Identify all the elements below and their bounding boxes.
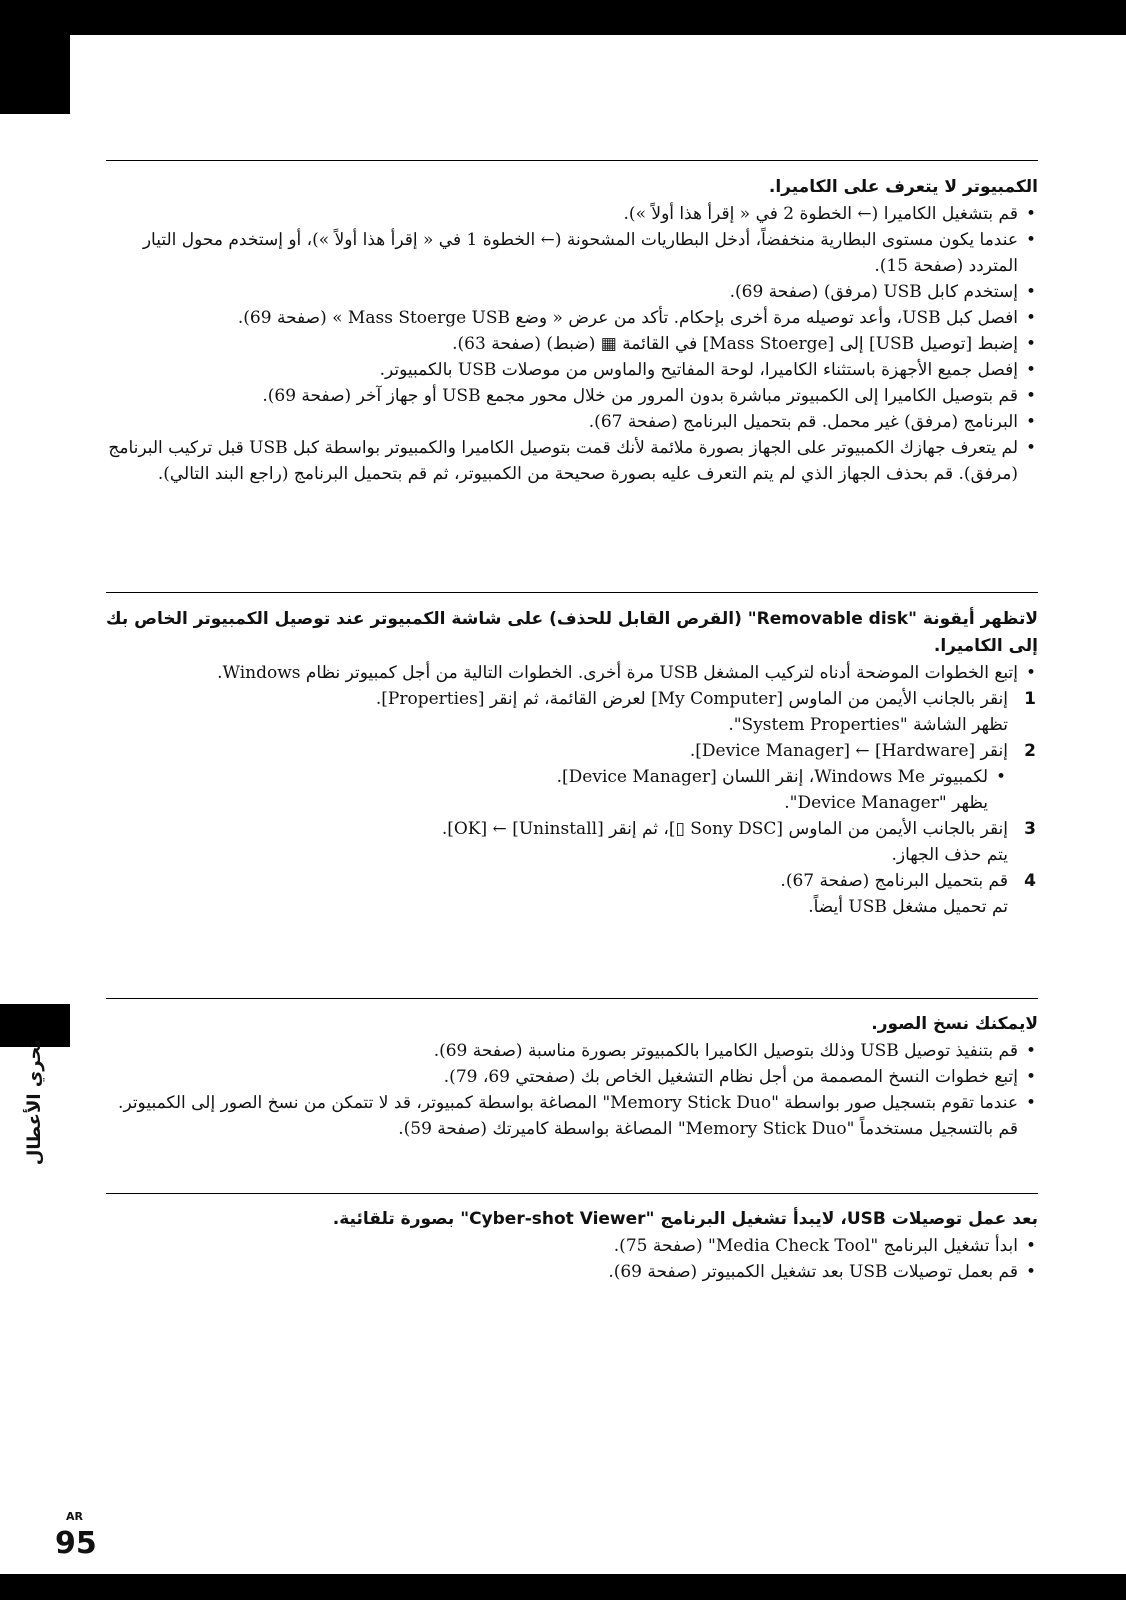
- side-tab-label: تحري الأعطال: [24, 1039, 46, 1165]
- list-item: • لم يتعرف جهازك الكمبيوتر على الجهاز بصورة ملائمة لأنك قمت بتوصيل الكاميرا والكمبيوتر بواسطة كبل USB قبل تركيب البرنامج (مرفق). قم بحذف الجهاز الذي لم يتم التعرف عليه بصورة صحيحة من الكمبيوتر، ثم قم بتحميل البرنامج (راجع البند التالي).: [106, 435, 1038, 487]
- list-item: • قم بتوصيل الكاميرا إلى الكمبيوتر مباشرة بدون المرور من خلال محور مجمع USB أو جهاز آخر (صفحة 69).: [106, 383, 1038, 409]
- list-item: • قم بعمل توصيلات USB بعد تشغيل الكمبيوتر (صفحة 69).: [106, 1259, 1038, 1285]
- section-divider: [106, 592, 1038, 593]
- list-item: • عندما تقوم بتسجيل صور بواسطة "Memory Stick Duo" المصاغة بواسطة كمبيوتر، قد لا تتمكن من نسخ الصور إلى الكمبيوتر. قم بالتسجيل مستخدماً "Memory Stick Duo" المصاغة بواسطة كاميرتك (صفحة 59).: [106, 1090, 1038, 1142]
- step-item: [106, 816, 1038, 868]
- list-item: • إتبع الخطوات الموضحة أدناه لتركيب المشغل USB مرة أخرى. الخطوات التالية من أجل كمبيوتر نظام Windows.: [106, 660, 1038, 686]
- list-item: • قم بتشغيل الكاميرا (← الخطوة 2 في « إقرأ هذا أولاً »).: [106, 201, 1038, 227]
- list-item: • قم بتنفيذ توصيل USB وذلك بتوصيل الكاميرا بالكمبيوتر بصورة مناسبة (صفحة 69).: [106, 1038, 1038, 1064]
- section-divider: [106, 160, 1038, 161]
- step-note: تم تحميل مشغل USB أيضاً.: [808, 897, 1008, 917]
- bullet-list: [106, 1233, 1038, 1285]
- bullet-list: [106, 1038, 1038, 1142]
- list-item: • عندما يكون مستوى البطارية منخفضاً، أدخل البطاريات المشحونة (← الخطوة 1 في « إقرأ هذا أولاً »)، أو إستخدم محول التيار المتردد (صفحة 15).: [106, 227, 1038, 279]
- bullet-list: [106, 660, 1038, 686]
- page-number: 95: [55, 1526, 97, 1561]
- list-item: • إفصل جميع الأجهزة باستثناء الكاميرا، لوحة المفاتيح والماوس من موصلات USB بالكمبيوتر.: [106, 357, 1038, 383]
- section-title: بعد عمل توصيلات USB، لايبدأ تشغيل البرنامج "Cyber-shot Viewer" بصورة تلقائية.: [332, 1209, 1038, 1229]
- list-item: • ابدأ تشغيل البرنامج "Media Check Tool" (صفحة 75).: [106, 1233, 1038, 1259]
- step-text: إنقر [Hardware] ← [Device Manager].: [689, 741, 1008, 761]
- step-text: إنقر بالجانب الأيمن من الماوس [Sony DSC ▯]، ثم إنقر [Uninstall] ← [OK].: [441, 819, 1008, 839]
- sub-bullet-list: [106, 764, 1038, 790]
- section-computer-not-recognize: [106, 174, 1038, 487]
- top-black-bar: [0, 0, 1126, 35]
- step-note: يتم حذف الجهاز.: [891, 845, 1008, 865]
- numbered-steps: [106, 686, 1038, 764]
- list-item: • إستخدم كابل USB (مرفق) (صفحة 69).: [106, 279, 1038, 305]
- step-text: قم بتحميل البرنامج (صفحة 67).: [780, 871, 1008, 891]
- step-note: يظهر "Device Manager".: [784, 793, 988, 813]
- section-title: لايمكنك نسخ الصور.: [871, 1014, 1038, 1034]
- list-item: • افصل كبل USB، وأعد توصيله مرة أخرى بإحكام. تأكد من عرض « وضع Mass Stoerge USB » (صفحة 69).: [106, 305, 1038, 331]
- list-item: • إضبط [توصيل USB] إلى [Mass Stoerge] في القائمة ▦ (ضبط) (صفحة 63).: [106, 331, 1038, 357]
- section-divider: [106, 1193, 1038, 1194]
- section-title: الكمبيوتر لا يتعرف على الكاميرا.: [768, 177, 1038, 197]
- step-number: 3: [1024, 819, 1036, 839]
- bottom-black-bar: [0, 1574, 1126, 1600]
- top-corner-block: [0, 0, 70, 114]
- numbered-steps: [106, 816, 1038, 920]
- section-title: لاتظهر أيقونة "Removable disk" (القرص القابل للحذف) على شاشة الكمبيوتر عند توصيل الكمبيوتر الخاص بك إلى الكاميرا.: [106, 609, 1038, 656]
- language-label: AR: [66, 1510, 83, 1523]
- list-item: • لكمبيوتر Windows Me، إنقر اللسان [Device Manager].: [106, 764, 1008, 790]
- list-item: • البرنامج (مرفق) غير محمل. قم بتحميل البرنامج (صفحة 67).: [106, 409, 1038, 435]
- step-text: إنقر بالجانب الأيمن من الماوس [My Computer] لعرض القائمة، ثم إنقر [Properties].: [375, 689, 1008, 709]
- section-cannot-copy: [106, 1011, 1038, 1142]
- step-item: [106, 738, 1038, 764]
- section-viewer-not-start: [106, 1206, 1038, 1285]
- step-note: تظهر الشاشة "System Properties".: [728, 715, 1008, 735]
- step-number: 4: [1024, 871, 1036, 891]
- step-item: [106, 868, 1038, 920]
- section-divider: [106, 998, 1038, 999]
- step-number: 2: [1024, 741, 1036, 761]
- step-item: [106, 686, 1038, 738]
- step-number: 1: [1024, 689, 1036, 709]
- bullet-list: [106, 201, 1038, 487]
- section-removable-disk: [106, 606, 1038, 920]
- list-item: • إتبع خطوات النسخ المصممة من أجل نظام التشغيل الخاص بك (صفحتي 69، 79).: [106, 1064, 1038, 1090]
